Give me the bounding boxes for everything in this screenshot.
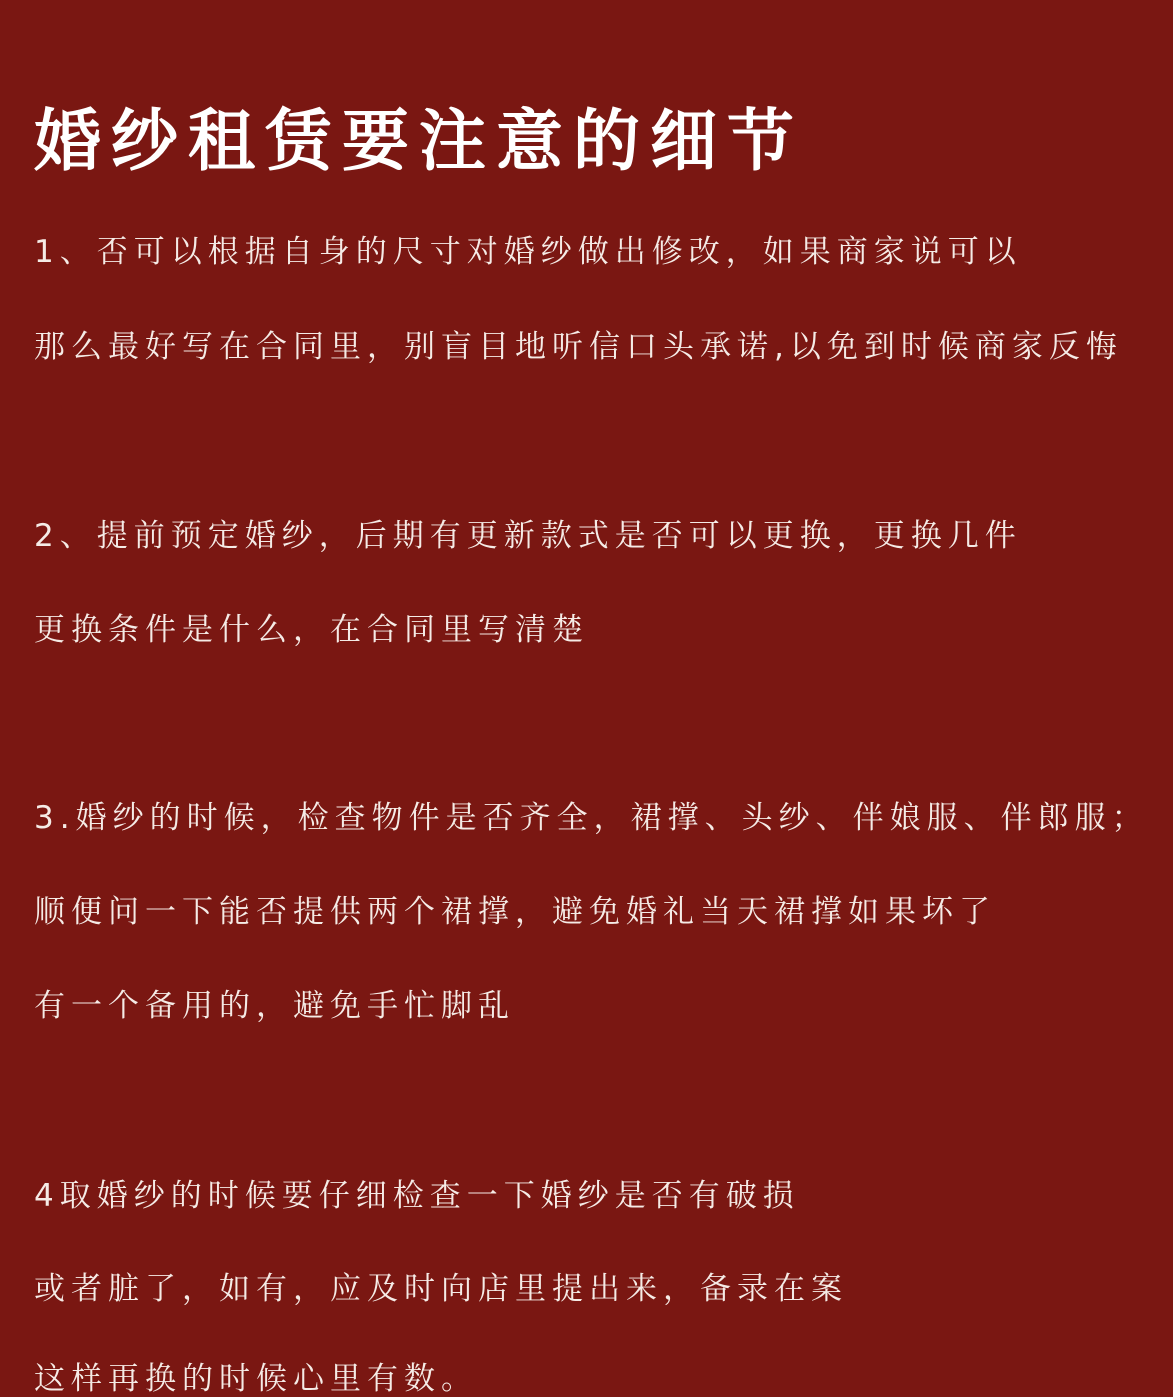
text-line-5: 3.婚纱的时候，检查物件是否齐全，裙撑、头纱、伴娘服、伴郎服； xyxy=(34,800,1149,836)
text-line-10: 这样再换的时候心里有数。 xyxy=(34,1361,478,1397)
text-line-8: 4取婚纱的时候要仔细检查一下婚纱是否有破损 xyxy=(34,1178,800,1214)
text-line-1: 1、否可以根据自身的尺寸对婚纱做出修改，如果商家说可以 xyxy=(34,234,1022,270)
text-line-6: 顺便问一下能否提供两个裙撑，避免婚礼当天裙撑如果坏了 xyxy=(34,894,996,930)
text-line-9: 或者脏了，如有，应及时向店里提出来，备录在案 xyxy=(34,1271,848,1307)
text-line-4: 更换条件是什么，在合同里写清楚 xyxy=(34,612,589,648)
page-title: 婚纱租赁要注意的细节 xyxy=(34,102,804,180)
text-line-2: 那么最好写在合同里，别盲目地听信口头承诺,以免到时候商家反悔 xyxy=(34,329,1123,365)
text-line-3: 2、提前预定婚纱，后期有更新款式是否可以更换，更换几件 xyxy=(34,518,1022,554)
text-line-7: 有一个备用的，避免手忙脚乱 xyxy=(34,988,515,1024)
